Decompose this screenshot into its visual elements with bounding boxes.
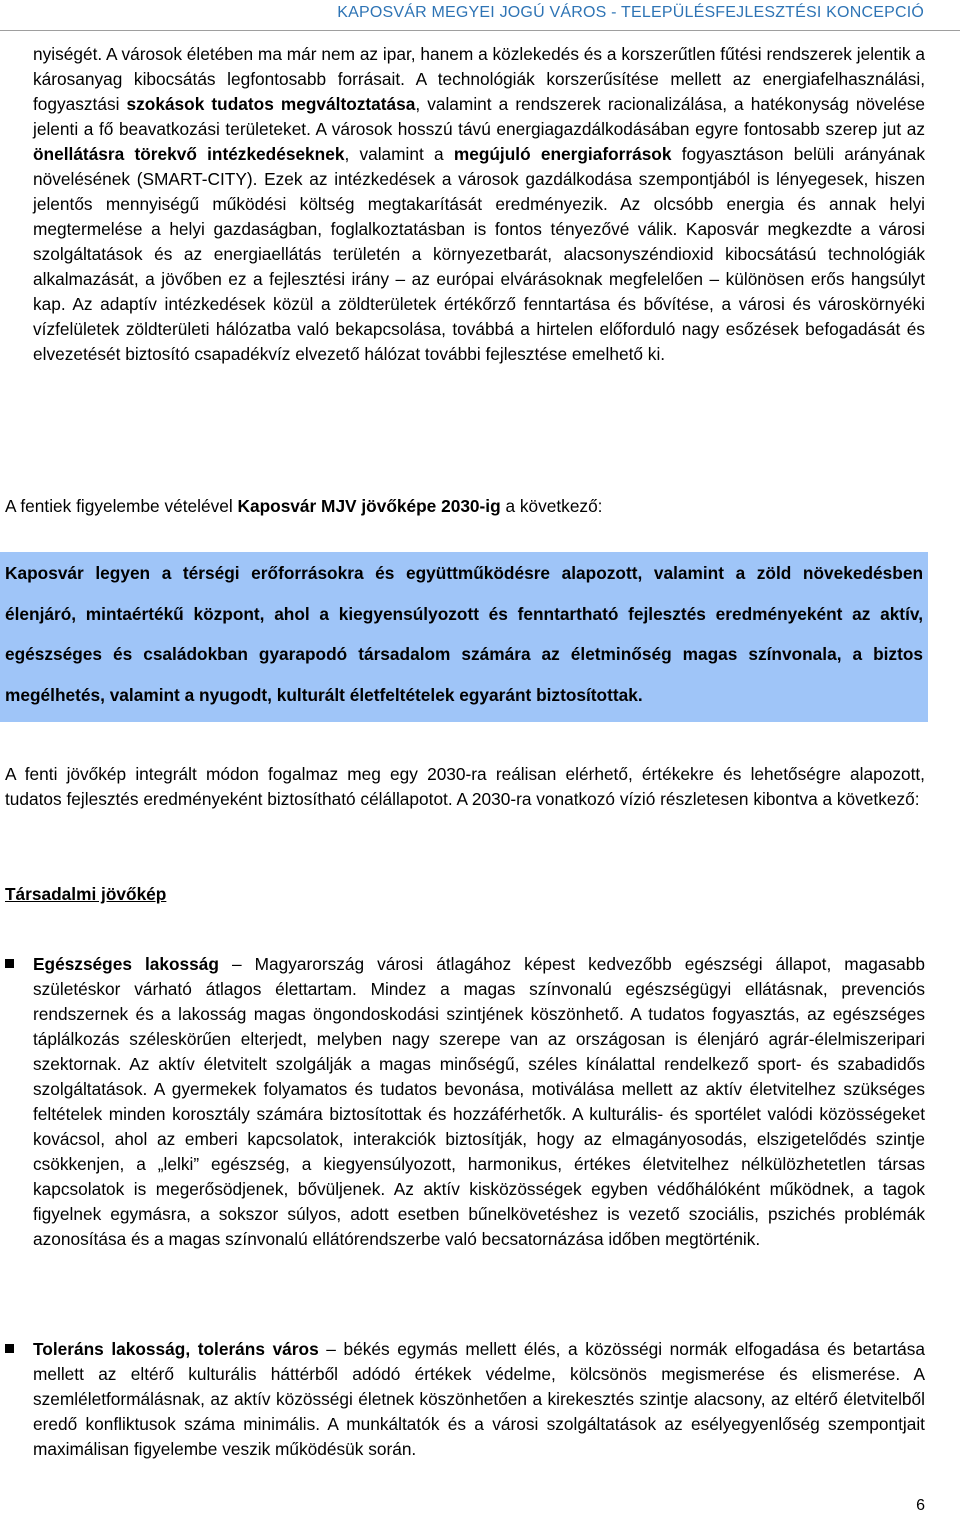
vision-statement: Kaposvár legyen a térségi erőforrásokra és együttműködésre alapozott, valamint a zöld növekedésben élenjáró, mintaértékű központ, ahol a kiegyensúlyozott és fenntartható fejlesztés eredményeként az aktív, egészséges és családokban gyarapodó társadalom számára az életminőség magas színvonala, a biztos megélhetés, valamint a nyugodt, kulturált életfeltételek egyaránt biztosítottak. (5, 563, 923, 705)
bullet-heading: Egészséges lakosság (33, 954, 219, 974)
intro-text-end: a következő: (500, 496, 603, 516)
header-divider (0, 30, 960, 31)
vision-explanation: A fenti jövőkép integrált módon fogalmaz meg egy 2030-ra reálisan elérhető, értékekre és lehetőségre alapozott, tudatos fejlesztés eredményeként biztosítható célállapotot. A 2030-ra vonatkozó vízió részletesen kibontva a következő: (5, 764, 925, 809)
bullet-body: – Magyarország városi átlagához képest kedvezőbb egészségi állapot, magasabb születéskor várható átlagos élettartam. Mindez a magas színvonalú egészségügyi ellátásnak, prevenciós rendszernek és a lakosság magas öngondoskodási szintjének köszönhető. A tudatos fogyasztás, az egészséges táplálkozás széleskörűen elterjedt, melyben nagy szerepe van az országosan is élenjáró agrár-élelmiszeripari szektornak. Az aktív életvitelt szolgálják a magas minőségű, széles kínálattal rendelkező sport- és szabadidős szolgáltatások. A gyermekek folyamatos és tudatos bevonása, motiválása mellett az aktív életvitelhez szükséges feltételek minden korosztály számára biztosítottak és hozzáférhetők. A kulturális- és sportélet valódi közösségeket kovácsol, ahol az emberi kapcsolatok, interakciók biztosítják, hogy az elmagányosodás, elszigetelődés szintje csökkenjen, a „lelki” egészség, a kiegyensúlyozott, harmonikus, értékes életvitelhez nélkülözhetetlen társas kapcsolatok is megerősödjenek, bővüljenek. Az aktív kisközösségek egyben védőhálóként működnek, a tagok figyelnek egymásra, a sokszor súlyos, adott esetben bűnelkövetéshez is vezető szociális, pszichés problémák azonosítása és a magas színvonalú ellátórendszerbe való becsatornázása időben megtörténik. (33, 954, 925, 1249)
section-title: Társadalmi jövőkép (5, 884, 167, 904)
document-header: KAPOSVÁR MEGYEI JOGÚ VÁROS - TELEPÜLÉSFEJLESZTÉSI KONCEPCIÓ (337, 4, 924, 21)
bullet-square-icon (5, 1344, 14, 1353)
paragraph-text: , valamint a (344, 144, 454, 164)
bullet-item-tolerant (33, 1337, 925, 1462)
bold-phrase: szokások tudatos megváltoztatása (126, 94, 416, 114)
bullet-heading: Toleráns lakosság, toleráns város (33, 1339, 319, 1359)
bullet-square-icon (5, 959, 14, 968)
paragraph-text: fogyasztáson belüli arányának növelésének (SMART-CITY). Ezek az intézkedések a városok gazdálkodása szempontjából is lényegesek, hiszen jelentős mennyiségű működési költség megtakarítását eredményezik. Az olcsóbb energia és annak helyi megtermelése a helyi gazdaságban, foglalkoztatásban is fontos tényezővé válik. Kaposvár megkezdte a városi szolgáltatások és az energiaellátás területén a környezetbarát, alacsonyszéndioxid kibocsátású technológiák alkalmazását, a jövőben ez a fejlesztési irány – az európai elvárásoknak megfelelően – különösen erős hangsúlyt kap. Az adaptív intézkedések közül a zöldterületek értékőrző fenntartása és bővítése, a városi és városkörnyéki vízfelületek zöldterületi hálózatba való bekapcsolása, továbbá a hirtelen előforduló nagy esőzések befogadását és elvezetését biztosító csapadékvíz elvezető hálózat további fejlesztése emelhető ki. (33, 144, 925, 364)
bold-phrase: megújuló energiaforrások (453, 144, 672, 164)
bullet-body: – békés egymás mellett élés, a közösségi normák elfogadása és betartása mellett az eltérő kulturális háttérből adódó értékek védelme, kölcsönös megismerése és elismerése. A szemléletformálásnak, az aktív közösségi életnek köszönhetően a kirekesztés szintje alacsony, az eltérő életvitelből eredő konfliktusok száma minimális. A munkáltatók és a városi szolgáltatások az esélyegyenlőség szempontjait maximálisan figyelembe veszik működésük során. (33, 1339, 925, 1459)
paragraph-text: , valamint a rendszerek racionalizálása, a hatékonyság növelése jelenti a fő beavatkozási területeket. A városok hosszú távú energiagazdálkodásában egyre fontosabb szerep jut az (33, 94, 925, 139)
intro-bold: Kaposvár MJV jövőképe 2030-ig (237, 496, 501, 516)
paragraph-text: nyiségét. A városok életében ma már nem az ipar, hanem a közlekedés és a korszerűtlen fűtési rendszerek jelentik a károsanyag kibocsátás legfontosabb forrásait. A technológiák korszerűsítése mellett az energiafelhasználási, fogyasztási (33, 44, 925, 114)
bold-phrase: önellátásra törekvő intézkedéseknek (33, 144, 345, 164)
vision-intro (5, 494, 925, 519)
bullet-item-healthy (33, 952, 925, 1252)
page-number: 6 (916, 1497, 925, 1514)
intro-text: A fentiek figyelembe vételével (5, 496, 238, 516)
energy-paragraph (33, 42, 925, 367)
